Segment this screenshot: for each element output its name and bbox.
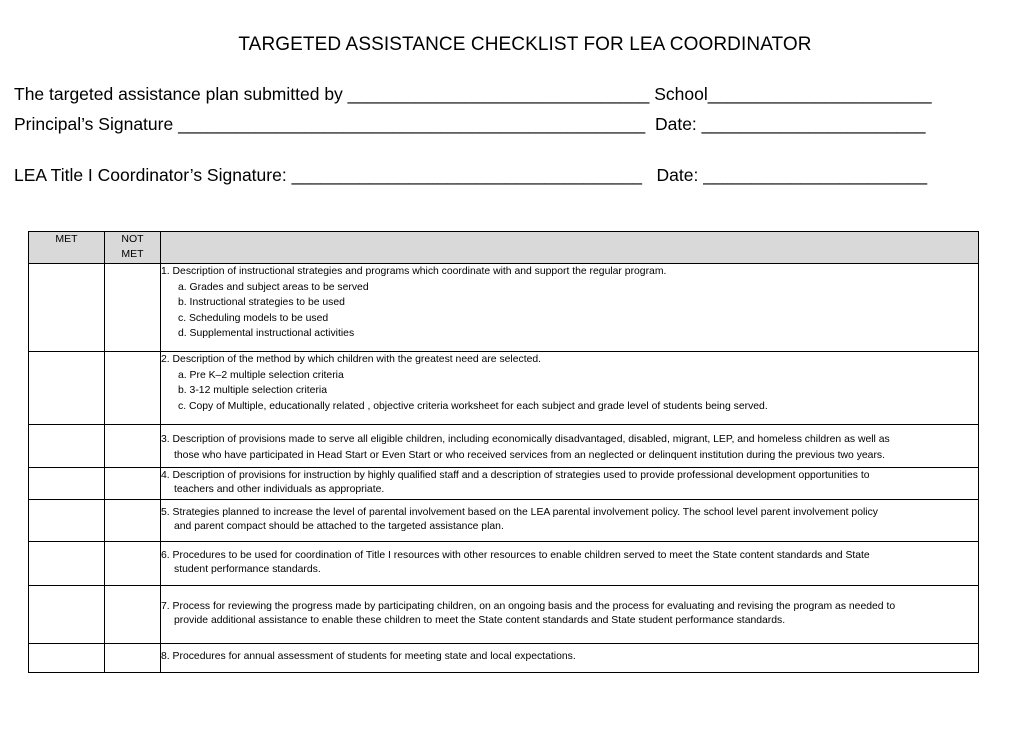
- submitted-by-line[interactable]: The targeted assistance plan submitted by _______________________________ School_______________________: [14, 84, 932, 104]
- not-met-checkbox-cell[interactable]: [105, 644, 161, 673]
- table-row: [29, 586, 979, 644]
- not-met-checkbox-cell[interactable]: [105, 264, 161, 352]
- met-checkbox-cell[interactable]: [29, 586, 105, 644]
- met-checkbox-cell[interactable]: [29, 542, 105, 586]
- coordinator-signature-line[interactable]: LEA Title I Coordinator’s Signature: ____________________________________ Date: _______________________: [14, 165, 928, 185]
- not-met-checkbox-cell[interactable]: [105, 468, 161, 500]
- met-column-header: MET: [29, 232, 105, 264]
- principal-signature-line[interactable]: Principal’s Signature ________________________________________________ Date: _______________________: [14, 114, 926, 134]
- table-row: [29, 644, 979, 673]
- description-column-header: [161, 232, 979, 264]
- not-met-checkbox-cell[interactable]: [105, 500, 161, 542]
- item-description: 1. Description of instructional strategies and programs which coordinate with and support the regular program. a. Grades and subject areas to be served b. Instructional strategies to be used c. Scheduling models to be used d. Supplemental instructional activities: [161, 264, 979, 352]
- table-row: [29, 264, 979, 352]
- page-title: TARGETED ASSISTANCE CHECKLIST FOR LEA COORDINATOR: [238, 34, 812, 55]
- table-row: [29, 542, 979, 586]
- met-checkbox-cell[interactable]: [29, 352, 105, 425]
- item-description: 6. Procedures to be used for coordination of Title I resources with other resources to enable children served to meet the State content standards and State student performance standards.: [161, 542, 979, 586]
- met-checkbox-cell[interactable]: [29, 264, 105, 352]
- not-met-checkbox-cell[interactable]: [105, 542, 161, 586]
- table-row: [29, 352, 979, 425]
- item-description: 8. Procedures for annual assessment of students for meeting state and local expectations.: [161, 644, 979, 673]
- table-header-row: [29, 232, 979, 264]
- met-checkbox-cell[interactable]: [29, 500, 105, 542]
- item-description: 3. Description of provisions made to serve all eligible children, including economically disadvantaged, disabled, migrant, LEP, and homeless children as well as those who have participated in Head Start or Even Start or who received services from an neglected or delinquent institution during the previous two years.: [161, 425, 979, 468]
- checklist-table: [28, 231, 979, 673]
- not-met-column-header: NOT MET: [105, 232, 161, 264]
- item-description: 4. Description of provisions for instruction by highly qualified staff and a description of strategies used to provide professional development opportunities to teachers and other individuals as appropriate.: [161, 468, 979, 500]
- met-checkbox-cell[interactable]: [29, 644, 105, 673]
- table-row: [29, 468, 979, 500]
- not-met-checkbox-cell[interactable]: [105, 586, 161, 644]
- met-checkbox-cell[interactable]: [29, 468, 105, 500]
- item-description: 2. Description of the method by which children with the greatest need are selected. a. Pre K–2 multiple selection criteria b. 3-12 multiple selection criteria c. Copy of Multiple, educationally related , objective criteria worksheet for each subject and grade level of students being served.: [161, 352, 979, 425]
- item-description: 5. Strategies planned to increase the level of parental involvement based on the LEA parental involvement policy. The school level parent involvement policy and parent compact should be attached to the targeted assistance plan.: [161, 500, 979, 542]
- table-row: [29, 425, 979, 468]
- not-met-checkbox-cell[interactable]: [105, 352, 161, 425]
- table-row: [29, 500, 979, 542]
- met-checkbox-cell[interactable]: [29, 425, 105, 468]
- item-description: 7. Process for reviewing the progress made by participating children, on an ongoing basis and the process for evaluating and revising the program as needed to provide additional assistance to enable these children to meet the State content standards and State student performance standards.: [161, 586, 979, 644]
- not-met-checkbox-cell[interactable]: [105, 425, 161, 468]
